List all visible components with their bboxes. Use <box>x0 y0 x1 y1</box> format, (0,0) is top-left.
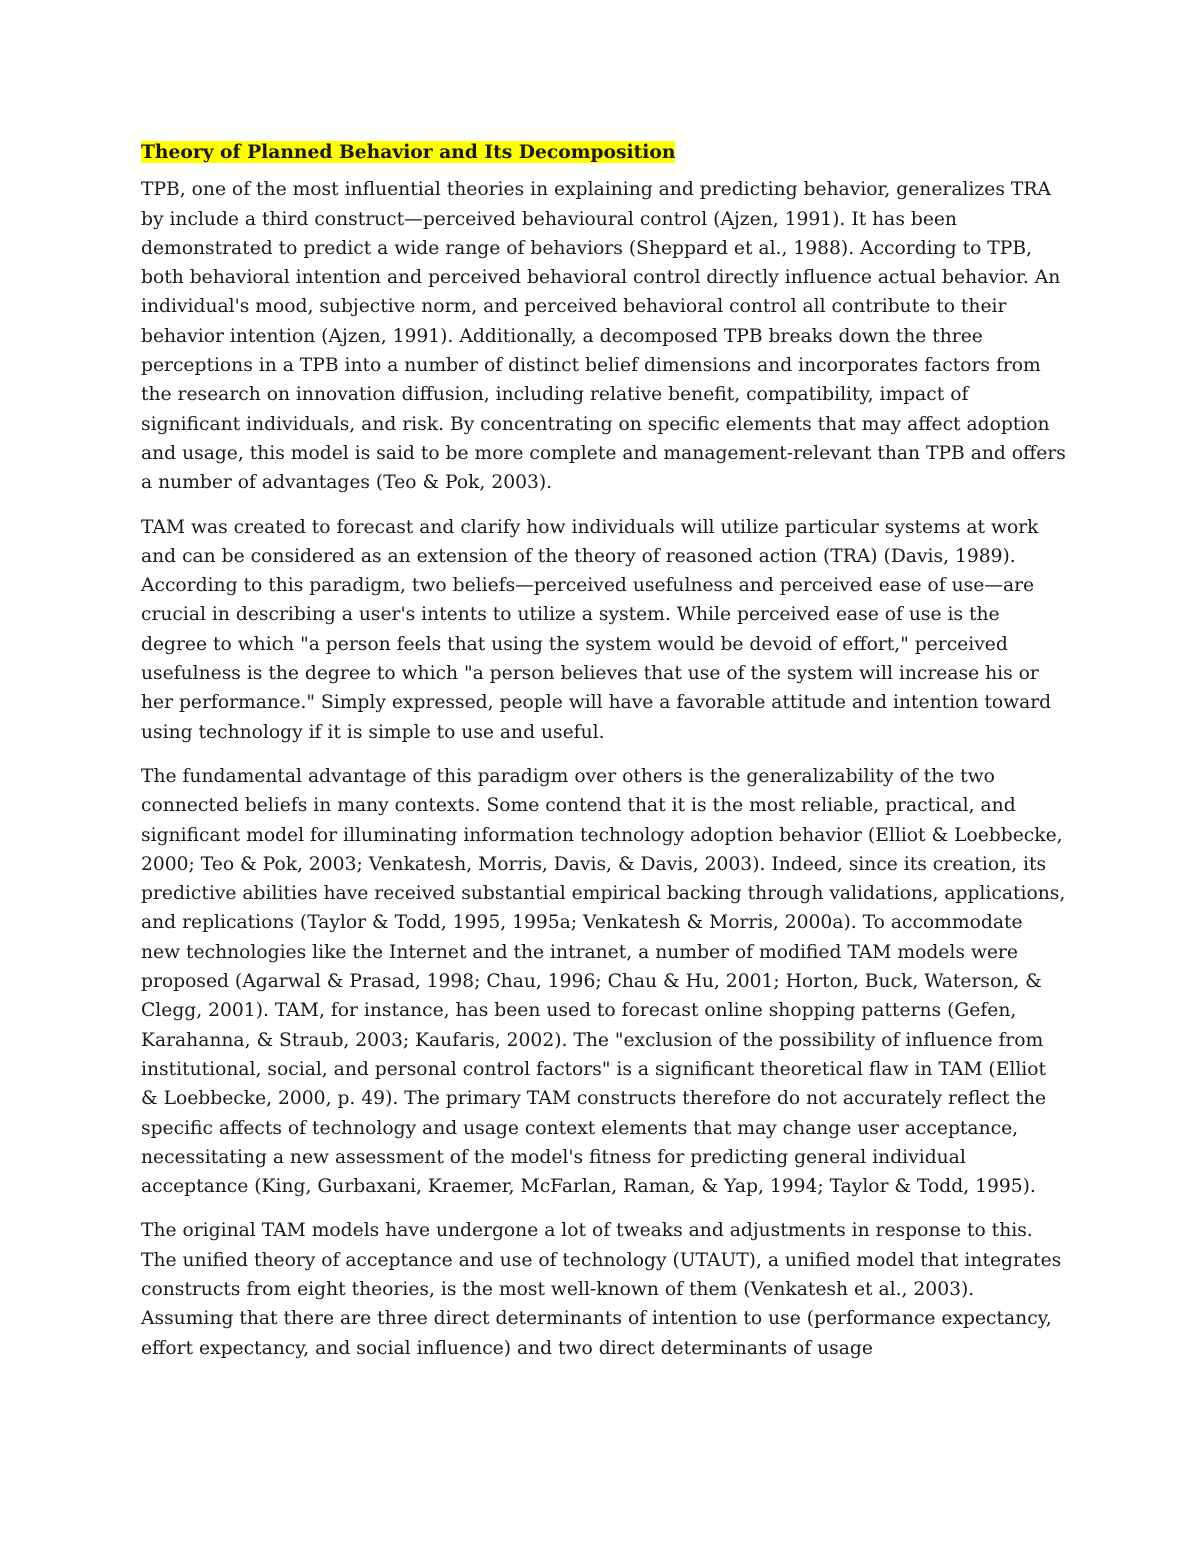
highlighted-heading-text: Theory of Planned Behavior and Its Decomposition <box>141 141 676 163</box>
paragraph-tpb: TPB, one of the most influential theories in explaining and predicting behavior, generalizes TRA by include a third construct—perceived behavioural control (Ajzen, 1991). It has been demonstrated to predict a wide range of behaviors (Sheppard et al., 1988). According to TPB, both behavioral intention and perceived behavioral control directly influence actual behavior. An individual's mood, subjective norm, and perceived behavioral control all contribute to their behavior intention (Ajzen, 1991). Additionally, a decomposed TPB breaks down the three perceptions in a TPB into a number of distinct belief dimensions and incorporates factors from the research on innovation diffusion, including relative benefit, compatibility, impact of significant individuals, and risk. By concentrating on specific elements that may affect adoption and usage, this model is said to be more complete and management-relevant than TPB and offers a number of advantages (Teo & Pok, 2003). <box>141 179 1066 494</box>
section-heading <box>141 138 1066 167</box>
paragraph-utaut: The original TAM models have undergone a lot of tweaks and adjustments in response to this. The unified theory of acceptance and use of technology (UTAUT), a unified model that integrates constructs from eight theories, is the most well-known of them (Venkatesh et al., 2003). Assuming that there are three direct determinants of intention to use (performance expectancy, effort expectancy, and social influence) and two direct determinants of usage <box>141 1220 1062 1359</box>
paragraph-tam-intro: TAM was created to forecast and clarify how individuals will utilize particular systems at work and can be considered as an extension of the theory of reasoned action (TRA) (Davis, 1989). According to this paradigm, two beliefs—perceived usefulness and perceived ease of use—are crucial in describing a user's intents to utilize a system. While perceived ease of use is the degree to which "a person feels that using the system would be devoid of effort," perceived usefulness is the degree to which "a person believes that use of the system will increase his or her performance." Simply expressed, people will have a favorable attitude and intention toward using technology if it is simple to use and useful. <box>141 516 1052 743</box>
paragraph-tam-advantages: The fundamental advantage of this paradigm over others is the generalizability of the two connected beliefs in many contexts. Some contend that it is the most reliable, practical, and significant model for illuminating information technology adoption behavior (Elliot & Loebbecke, 2000; Teo & Pok, 2003; Venkatesh, Morris, Davis, & Davis, 2003). Indeed, since its creation, its predictive abilities have received substantial empirical backing through validations, applications, and replications (Taylor & Todd, 1995, 1995a; Venkatesh & Morris, 2000a). To accommodate new technologies like the Internet and the intranet, a number of modified TAM models were proposed (Agarwal & Prasad, 1998; Chau, 1996; Chau & Hu, 2001; Horton, Buck, Waterson, & Clegg, 2001). TAM, for instance, has been used to forecast online shopping patterns (Gefen, Karahanna, & Straub, 2003; Kaufaris, 2002). The "exclusion of the possibility of influence from institutional, social, and personal control factors" is a significant theoretical flaw in TAM (Elliot & Loebbecke, 2000, p. 49). The primary TAM constructs therefore do not accurately reflect the specific affects of technology and usage context elements that may change user acceptance, necessitating a new assessment of the model's fitness for predicting general individual acceptance (King, Gurbaxani, Kraemer, McFarlan, Raman, & Yap, 1994; Taylor & Todd, 1995). <box>141 765 1066 1198</box>
document-body <box>141 138 1066 1378</box>
